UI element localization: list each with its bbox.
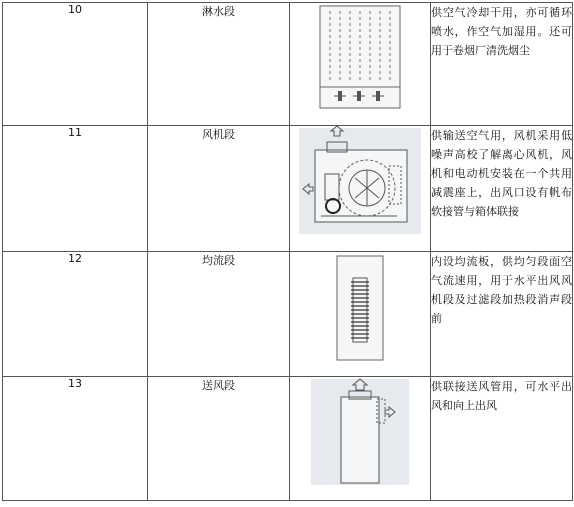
fan-section-diagram (290, 126, 431, 252)
row-number: 10 (3, 3, 148, 126)
section-name: 均流段 (148, 252, 290, 377)
section-description: 内设均流板，供均匀段面空气流速用，用于水平出风风机段及过滤段加热段消声段前 (431, 252, 573, 377)
row-number: 12 (3, 252, 148, 377)
section-name: 送风段 (148, 377, 290, 501)
row-number: 11 (3, 126, 148, 252)
table-row (3, 126, 573, 252)
table-row (3, 252, 573, 377)
table-row (3, 377, 573, 501)
row-number: 13 (3, 377, 148, 501)
section-name: 淋水段 (148, 3, 290, 126)
supply-air-section-diagram (290, 377, 431, 501)
section-description: 供联接送风管用，可水平出风和向上出风 (431, 377, 573, 501)
section-name: 风机段 (148, 126, 290, 252)
spray-section-diagram (290, 3, 431, 126)
flow-equalizer-diagram (290, 252, 431, 377)
section-description: 供空气冷却干用，亦可循环喷水，作空气加湿用。还可用于卷烟厂清洗烟尘 (431, 3, 573, 126)
equipment-table (2, 2, 573, 501)
section-description: 供输送空气用，风机采用低噪声高校了解离心风机，风机和电动机安装在一个共用减震座上，出风口设有帆布软接管与箱体联接 (431, 126, 573, 252)
table-row (3, 3, 573, 126)
